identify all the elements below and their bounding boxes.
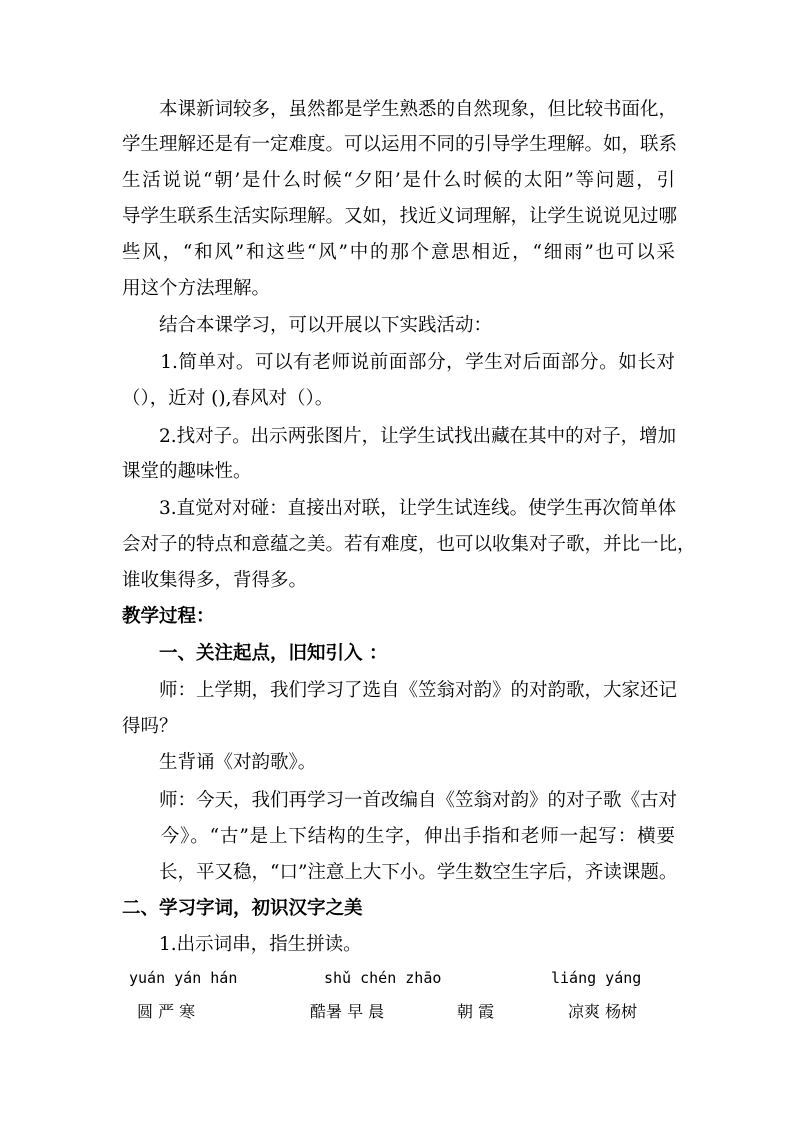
- paragraph-line-4: 导学生联系生活实际理解。又如，找近义词理解，让学生说说见过哪: [122, 206, 678, 227]
- word-group-4: 凉爽 杨树: [568, 1002, 638, 1021]
- paragraph-line-6: 用这个方法理解。: [122, 278, 271, 299]
- activity-2-line-2: 课堂的趣味性。: [122, 461, 252, 482]
- student-line: 生背诵《对韵歌》。: [122, 752, 317, 773]
- section-heading-step-1: 一、关注起点，旧知引入 ：: [122, 643, 388, 664]
- activity-1-line-2: （），近对 (),春风对（）。: [122, 388, 334, 409]
- pinyin-group-3: liáng yáng: [551, 969, 642, 987]
- activity-3-line-3: 谁收集得多，背得多。: [122, 570, 308, 591]
- paragraph-line-5: 些风，“和风”和这些“风”中的那个意思相近，“细雨”也可以采: [122, 242, 675, 263]
- teacher-line-5: 长，平又稳，“口”注意上大下小。学生数空生字后，齐读课题。: [122, 862, 678, 883]
- paragraph-line-3: 生活说说“朝’是什么时候“夕阳’是什么时候的太阳”等问题，引: [122, 170, 675, 191]
- word-group-3: 朝 霞: [457, 1002, 495, 1021]
- pinyin-group-1: yuán yán hán: [129, 969, 238, 987]
- paragraph-line-2: 学生理解还是有一定难度。可以运用不同的引导学生理解。如，联系: [122, 134, 678, 155]
- pinyin-group-2: shǔ chén zhāo: [324, 969, 442, 987]
- activity-1-line-1: 1.简单对。可以有老师说前面部分，学生对后面部分。如长对: [122, 352, 675, 373]
- activity-3-line-2: 会对子的特点和意蕴之美。若有难度，也可以收集对子歌，并比一比，: [122, 534, 696, 555]
- section-heading-process: 教学过程：: [122, 606, 215, 627]
- section-heading-step-2: 二、学习字词，初识汉字之美: [122, 898, 363, 919]
- teacher-line-1: 师：上学期，我们学习了选自《笠翁对韵》的对韵歌，大家还记: [122, 680, 678, 701]
- teacher-line-4: 今》。“古”是上下结构的生字，伸出手指和老师一起写：横要: [122, 826, 675, 847]
- word-group-2: 酷暑 早 晨: [310, 1002, 385, 1021]
- activity-3-line-1: 3.直觉对对碰：直接出对联，让学生试连线。使学生再次简单体: [122, 498, 677, 519]
- activity-2-line-1: 2.找对子。出示两张图片，让学生试找出藏在其中的对子，增加: [122, 426, 677, 447]
- word-group-1: 圆 严 寒: [137, 1002, 196, 1021]
- teacher-line-3: 师：今天，我们再学习一首改编自《笠翁对韵》的对子歌《古对: [122, 790, 678, 811]
- word-list-intro: 1.出示词串，指生拼读。: [122, 934, 362, 955]
- activity-intro: 结合本课学习，可以开展以下实践活动：: [122, 315, 493, 336]
- teacher-line-2: 得吗？: [122, 716, 178, 737]
- paragraph-line-1: 本课新词较多，虽然都是学生熟悉的自然现象，但比较书面化，: [122, 99, 678, 120]
